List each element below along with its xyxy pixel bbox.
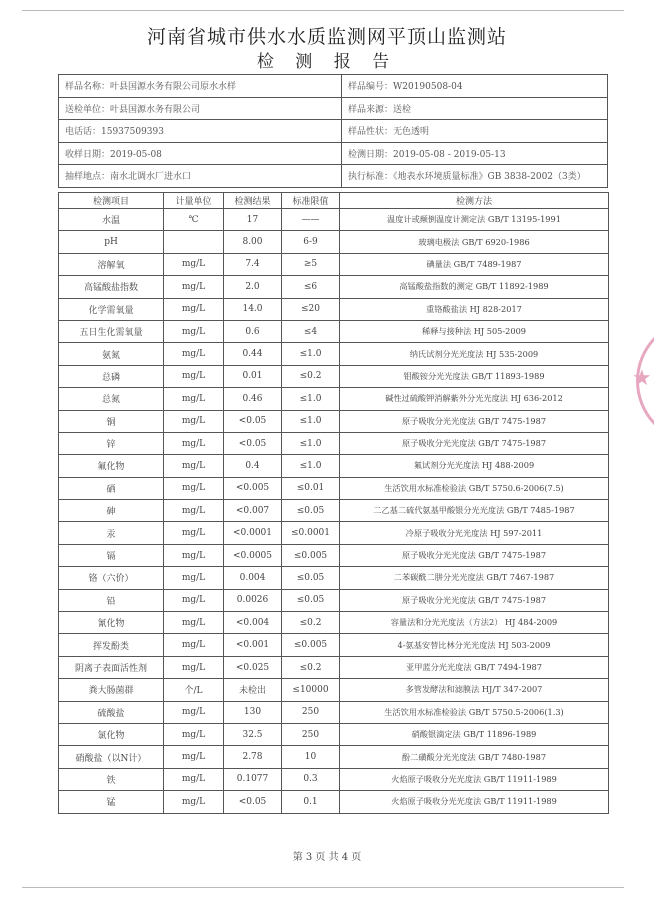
- cell-limit: ≤1.0: [282, 455, 340, 477]
- cell-result: <0.001: [224, 634, 282, 656]
- cell-item: 镉: [59, 544, 164, 566]
- sample-name: 样品名称：叶县国源水务有限公司原水水样: [59, 75, 342, 98]
- cell-result: 0.0026: [224, 589, 282, 611]
- cell-unit: mg/L: [164, 791, 224, 813]
- cell-item: 化学需氧量: [59, 298, 164, 320]
- cell-result: <0.004: [224, 612, 282, 634]
- cell-unit: mg/L: [164, 701, 224, 723]
- cell-unit: mg/L: [164, 746, 224, 768]
- cell-limit: ≤0.01: [282, 477, 340, 499]
- cell-method: 4-氨基安替比林分光光度法 HJ 503-2009: [340, 634, 609, 656]
- cell-method: 原子吸收分光光度法 GB/T 7475-1987: [340, 410, 609, 432]
- cell-limit: 10: [282, 746, 340, 768]
- cell-method: 亚甲蓝分光光度法 GB/T 7494-1987: [340, 656, 609, 678]
- info-row: [59, 97, 608, 120]
- cell-limit: ≤20: [282, 298, 340, 320]
- cell-limit: ≤0.2: [282, 656, 340, 678]
- cell-result: 0.6: [224, 320, 282, 342]
- info-row: [59, 75, 608, 98]
- cell-result: 未检出: [224, 679, 282, 701]
- cell-method: 原子吸收分光光度法 GB/T 7475-1987: [340, 432, 609, 454]
- table-row: [59, 500, 609, 522]
- cell-item: 总氮: [59, 388, 164, 410]
- cell-result: <0.025: [224, 656, 282, 678]
- col-header-result: 检测结果: [224, 193, 282, 209]
- cell-result: 8.00: [224, 231, 282, 253]
- cell-result: 7.4: [224, 253, 282, 275]
- cell-unit: mg/L: [164, 589, 224, 611]
- col-header-limit: 标准限值: [282, 193, 340, 209]
- page-footer: 第 3 页 共 4 页: [292, 852, 362, 863]
- sample-info-table: [58, 74, 608, 188]
- cell-item: 硒: [59, 477, 164, 499]
- cell-method: 高锰酸盐指数的测定 GB/T 11892-1989: [340, 276, 609, 298]
- cell-unit: mg/L: [164, 612, 224, 634]
- cell-method: 原子吸收分光光度法 GB/T 7475-1987: [340, 589, 609, 611]
- cell-method: 氟试剂分光光度法 HJ 488-2009: [340, 455, 609, 477]
- sampling-location: 抽样地点：南水北调水厂进水口: [59, 165, 342, 188]
- table-row: [59, 612, 609, 634]
- cell-limit: 250: [282, 723, 340, 745]
- cell-item: 五日生化需氧量: [59, 320, 164, 342]
- cell-method: 酚二磺酸分光光度法 GB/T 7480-1987: [340, 746, 609, 768]
- cell-item: 氰化物: [59, 612, 164, 634]
- cell-method: 玻璃电极法 GB/T 6920-1986: [340, 231, 609, 253]
- cell-result: 2.0: [224, 276, 282, 298]
- cell-item: 铜: [59, 410, 164, 432]
- cell-method: 稀释与接种法 HJ 505-2009: [340, 320, 609, 342]
- table-row: [59, 343, 609, 365]
- cell-unit: mg/L: [164, 522, 224, 544]
- table-row: [59, 544, 609, 566]
- cell-method: 纳氏试剂分光光度法 HJ 535-2009: [340, 343, 609, 365]
- cell-method: 火焰原子吸收分光光度法 GB/T 11911-1989: [340, 768, 609, 790]
- sample-no: 样品编号：W20190508-04: [342, 75, 608, 98]
- cell-limit: ≤0.0001: [282, 522, 340, 544]
- col-header-method: 检测方法: [340, 193, 609, 209]
- cell-limit: 250: [282, 701, 340, 723]
- cell-unit: mg/L: [164, 253, 224, 275]
- cell-result: <0.05: [224, 432, 282, 454]
- table-row: [59, 746, 609, 768]
- table-row: [59, 477, 609, 499]
- table-header-row: [59, 193, 609, 209]
- cell-method: 生活饮用水标准检验法 GB/T 5750.6-2006(7.5): [340, 477, 609, 499]
- cell-limit: ≤0.2: [282, 365, 340, 387]
- cell-unit: mg/L: [164, 320, 224, 342]
- table-row: [59, 410, 609, 432]
- table-row: [59, 388, 609, 410]
- cell-item: 锌: [59, 432, 164, 454]
- cell-result: <0.05: [224, 791, 282, 813]
- cell-result: 0.46: [224, 388, 282, 410]
- cell-item: 汞: [59, 522, 164, 544]
- top-border: [22, 10, 624, 11]
- cell-method: 硝酸银滴定法 GB/T 11896-1989: [340, 723, 609, 745]
- cell-result: 17: [224, 209, 282, 231]
- cell-result: 2.78: [224, 746, 282, 768]
- bottom-border: [22, 887, 624, 888]
- table-row: [59, 432, 609, 454]
- table-row: [59, 656, 609, 678]
- table-row: [59, 365, 609, 387]
- cell-unit: mg/L: [164, 634, 224, 656]
- cell-item: 硝酸盐（以N计）: [59, 746, 164, 768]
- table-row: [59, 701, 609, 723]
- cell-item: 硫酸盐: [59, 701, 164, 723]
- cell-item: 铁: [59, 768, 164, 790]
- phone: 电话话：15937509393: [59, 120, 342, 143]
- sample-state: 样品性状：无色透明: [342, 120, 608, 143]
- cell-limit: ≤0.005: [282, 544, 340, 566]
- cell-limit: 6-9: [282, 231, 340, 253]
- cell-unit: mg/L: [164, 477, 224, 499]
- cell-result: <0.007: [224, 500, 282, 522]
- results-table: [58, 192, 609, 814]
- table-row: [59, 276, 609, 298]
- cell-limit: ≤1.0: [282, 410, 340, 432]
- cell-result: 0.1077: [224, 768, 282, 790]
- cell-unit: mg/L: [164, 567, 224, 589]
- cell-item: 氯化物: [59, 723, 164, 745]
- table-row: [59, 253, 609, 275]
- cell-method: 二乙基二硫代氨基甲酸银分光光度法 GB/T 7485-1987: [340, 500, 609, 522]
- table-row: [59, 455, 609, 477]
- standard: 执行标准：《地表水环境质量标准》GB 3838-2002（3类）: [342, 165, 608, 188]
- col-header-unit: 计量单位: [164, 193, 224, 209]
- cell-unit: mg/L: [164, 410, 224, 432]
- cell-method: 碱性过硫酸钾消解紫外分光光度法 HJ 636-2012: [340, 388, 609, 410]
- cell-item: 水温: [59, 209, 164, 231]
- cell-result: 130: [224, 701, 282, 723]
- cell-unit: mg/L: [164, 723, 224, 745]
- col-header-item: 检测项目: [59, 193, 164, 209]
- cell-unit: mg/L: [164, 656, 224, 678]
- table-row: [59, 320, 609, 342]
- test-date: 检测日期：2019-05-08 - 2019-05-13: [342, 142, 608, 165]
- cell-item: pH: [59, 231, 164, 253]
- table-row: [59, 589, 609, 611]
- send-unit: 送检单位：叶县国源水务有限公司: [59, 97, 342, 120]
- cell-item: 氨氮: [59, 343, 164, 365]
- cell-result: 14.0: [224, 298, 282, 320]
- table-row: [59, 634, 609, 656]
- cell-method: 冷原子吸收分光光度法 HJ 597-2011: [340, 522, 609, 544]
- table-row: [59, 679, 609, 701]
- cell-result: <0.0005: [224, 544, 282, 566]
- table-row: [59, 723, 609, 745]
- sample-source: 样品来源：送检: [342, 97, 608, 120]
- cell-unit: mg/L: [164, 455, 224, 477]
- cell-item: 溶解氧: [59, 253, 164, 275]
- cell-limit: ≤0.05: [282, 500, 340, 522]
- cell-item: 挥发酚类: [59, 634, 164, 656]
- cell-item: 氟化物: [59, 455, 164, 477]
- cell-method: 容量法和分光光度法（方法2） HJ 484-2009: [340, 612, 609, 634]
- cell-result: 0.01: [224, 365, 282, 387]
- table-row: [59, 231, 609, 253]
- report-title: 河南省城市供水水质监测网平顶山监测站: [146, 26, 507, 48]
- cell-method: 二苯碳酰二肼分光光度法 GB/T 7467-1987: [340, 567, 609, 589]
- cell-unit: mg/L: [164, 432, 224, 454]
- cell-limit: ≥5: [282, 253, 340, 275]
- cell-method: 钼酸铵分光光度法 GB/T 11893-1989: [340, 365, 609, 387]
- cell-item: 砷: [59, 500, 164, 522]
- cell-method: 碘量法 GB/T 7489-1987: [340, 253, 609, 275]
- cell-limit: ——: [282, 209, 340, 231]
- cell-limit: ≤1.0: [282, 432, 340, 454]
- cell-unit: mg/L: [164, 500, 224, 522]
- cell-limit: 0.1: [282, 791, 340, 813]
- cell-limit: ≤4: [282, 320, 340, 342]
- cell-result: 0.4: [224, 455, 282, 477]
- cell-method: 温度计或颠倒温度计测定法 GB/T 13195-1991: [340, 209, 609, 231]
- cell-result: <0.05: [224, 410, 282, 432]
- cell-unit: mg/L: [164, 343, 224, 365]
- cell-limit: ≤1.0: [282, 343, 340, 365]
- cell-result: 0.004: [224, 567, 282, 589]
- cell-limit: ≤0.05: [282, 589, 340, 611]
- cell-method: 原子吸收分光光度法 GB/T 7475-1987: [340, 544, 609, 566]
- cell-limit: ≤10000: [282, 679, 340, 701]
- table-row: [59, 768, 609, 790]
- cell-item: 阴离子表面活性剂: [59, 656, 164, 678]
- cell-method: 重铬酸盐法 HJ 828-2017: [340, 298, 609, 320]
- cell-item: 锰: [59, 791, 164, 813]
- cell-item: 铅: [59, 589, 164, 611]
- cell-unit: ℃: [164, 209, 224, 231]
- cell-limit: ≤0.005: [282, 634, 340, 656]
- stamp-star-icon: ★: [632, 366, 652, 391]
- table-row: [59, 522, 609, 544]
- collect-date: 收样日期：2019-05-08: [59, 142, 342, 165]
- info-row: [59, 120, 608, 143]
- table-row: [59, 791, 609, 813]
- cell-unit: mg/L: [164, 544, 224, 566]
- report-subtitle: 检 测 报 告: [256, 52, 398, 72]
- cell-result: 0.44: [224, 343, 282, 365]
- cell-method: 多管发酵法和滤膜法 HJ/T 347-2007: [340, 679, 609, 701]
- cell-item: 总磷: [59, 365, 164, 387]
- cell-item: 铬（六价）: [59, 567, 164, 589]
- cell-limit: ≤1.0: [282, 388, 340, 410]
- cell-limit: 0.3: [282, 768, 340, 790]
- cell-unit: mg/L: [164, 298, 224, 320]
- info-row: [59, 165, 608, 188]
- cell-result: <0.005: [224, 477, 282, 499]
- cell-result: 32.5: [224, 723, 282, 745]
- table-row: [59, 209, 609, 231]
- table-row: [59, 298, 609, 320]
- cell-limit: ≤0.05: [282, 567, 340, 589]
- table-row: [59, 567, 609, 589]
- cell-item: 高锰酸盐指数: [59, 276, 164, 298]
- cell-unit: mg/L: [164, 768, 224, 790]
- cell-limit: ≤0.2: [282, 612, 340, 634]
- cell-unit: mg/L: [164, 365, 224, 387]
- cell-result: <0.0001: [224, 522, 282, 544]
- cell-unit: [164, 231, 224, 253]
- cell-method: 生活饮用水标准检验法 GB/T 5750.5-2006(1.3): [340, 701, 609, 723]
- cell-unit: mg/L: [164, 276, 224, 298]
- cell-unit: mg/L: [164, 388, 224, 410]
- info-row: [59, 142, 608, 165]
- cell-unit: 个/L: [164, 679, 224, 701]
- cell-limit: ≤6: [282, 276, 340, 298]
- red-seal-stamp: [628, 318, 654, 448]
- results-body: [59, 209, 609, 814]
- cell-item: 粪大肠菌群: [59, 679, 164, 701]
- cell-method: 火焰原子吸收分光光度法 GB/T 11911-1989: [340, 791, 609, 813]
